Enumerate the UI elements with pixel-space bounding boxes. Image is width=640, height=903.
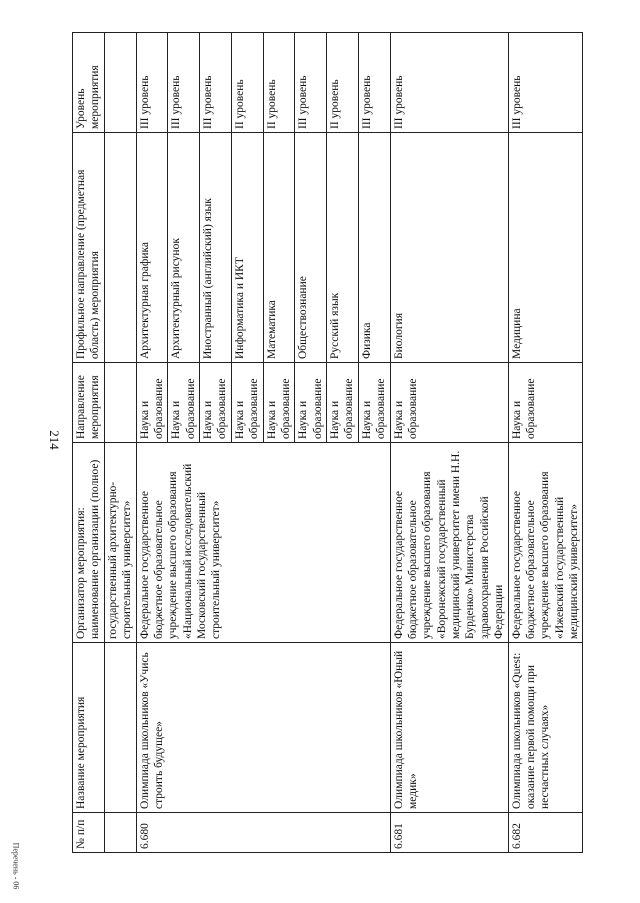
cell-number: 6.682 bbox=[508, 813, 583, 853]
table-row bbox=[390, 33, 508, 853]
cell-organizer: Федеральное государственное бюджетное образовательное учреждение высшего образования «Ижевский государственный медицинский университет» bbox=[508, 443, 583, 643]
cell-profile: Обществознание bbox=[295, 133, 327, 363]
header-number: № п/п bbox=[73, 813, 105, 853]
cell-profile: Архитектурный рисунок bbox=[168, 133, 200, 363]
cell-profile: Медицина bbox=[508, 133, 583, 363]
cell-level: III уровень bbox=[358, 33, 390, 133]
cell-direction: Наука и образование bbox=[358, 363, 390, 443]
cell-direction: Наука и образование bbox=[508, 363, 583, 443]
cell-direction: Наука и образование bbox=[327, 363, 359, 443]
cell-organizer: Федеральное государственное бюджетное образовательное учреждение высшего образования «Национальный исследовательский Московский государственный строительный университет» bbox=[136, 443, 390, 643]
cell-profile: Физика bbox=[358, 133, 390, 363]
cell-event-name: Олимпиада школьников «Quest: оказание первой помощи при несчастных случаях» bbox=[508, 643, 583, 813]
cell-number: 6.680 bbox=[136, 813, 390, 853]
cell-direction: Наука и образование bbox=[136, 363, 168, 443]
cell-profile: Информатика и ИКТ bbox=[231, 133, 263, 363]
cell-level: II уровень bbox=[231, 33, 263, 133]
cell-direction: Наука и образование bbox=[231, 363, 263, 443]
cell-profile bbox=[104, 133, 136, 363]
cell-event-name: Олимпиада школьников «Учись строить будущее» bbox=[136, 643, 390, 813]
cell-direction: Наука и образование bbox=[263, 363, 295, 443]
cell-level: II уровень bbox=[327, 33, 359, 133]
cell-number bbox=[104, 813, 136, 853]
cell-level: III уровень bbox=[136, 33, 168, 133]
table-row bbox=[136, 33, 168, 853]
rotated-page-content bbox=[72, 33, 612, 853]
cell-level: III уровень bbox=[200, 33, 232, 133]
cell-profile: Иностранный (английский) язык bbox=[200, 133, 232, 363]
header-organizer: Организатор мероприятия: наименование организации (полное) bbox=[73, 443, 105, 643]
table-header-row bbox=[73, 33, 105, 853]
header-event-name: Название мероприятия bbox=[73, 643, 105, 813]
continuation-row bbox=[104, 33, 136, 853]
cell-profile: Биология bbox=[390, 133, 508, 363]
cell-level: III уровень bbox=[390, 33, 508, 133]
cell-direction: Наука и образование bbox=[200, 363, 232, 443]
header-level: Уровень мероприятия bbox=[73, 33, 105, 133]
cell-direction bbox=[104, 363, 136, 443]
cell-level: III уровень bbox=[168, 33, 200, 133]
cell-event-name: Олимпиада школьников «Юный медик» bbox=[390, 643, 508, 813]
cell-direction: Наука и образование bbox=[295, 363, 327, 443]
cell-organizer: государственный архитектурно-строительный университет» bbox=[104, 443, 136, 643]
page-number: 214 bbox=[47, 430, 62, 450]
footer-mark: Перечень - 06 bbox=[11, 842, 21, 890]
cell-direction: Наука и образование bbox=[168, 363, 200, 443]
cell-number: 6.681 bbox=[390, 813, 508, 853]
cell-direction: Наука и образование bbox=[390, 363, 508, 443]
cell-level: III уровень bbox=[295, 33, 327, 133]
header-profile: Профильное направление (предметная область) мероприятия bbox=[73, 133, 105, 363]
cell-level: II уровень bbox=[263, 33, 295, 133]
cell-organizer: Федеральное государственное бюджетное образовательное учреждение высшего образования «Воронежский государственный медицинский университет имени Н.Н. Бурденко» Министерства здравоохранения Российской Федерации bbox=[390, 443, 508, 643]
cell-level bbox=[104, 33, 136, 133]
table-row bbox=[508, 33, 583, 853]
cell-profile: Архитектурная графика bbox=[136, 133, 168, 363]
cell-profile: Математика bbox=[263, 133, 295, 363]
cell-profile: Русский язык bbox=[327, 133, 359, 363]
olympiad-table bbox=[72, 32, 583, 853]
header-direction: Направление мероприятия bbox=[73, 363, 105, 443]
cell-event-name bbox=[104, 643, 136, 813]
cell-level: III уровень bbox=[508, 33, 583, 133]
